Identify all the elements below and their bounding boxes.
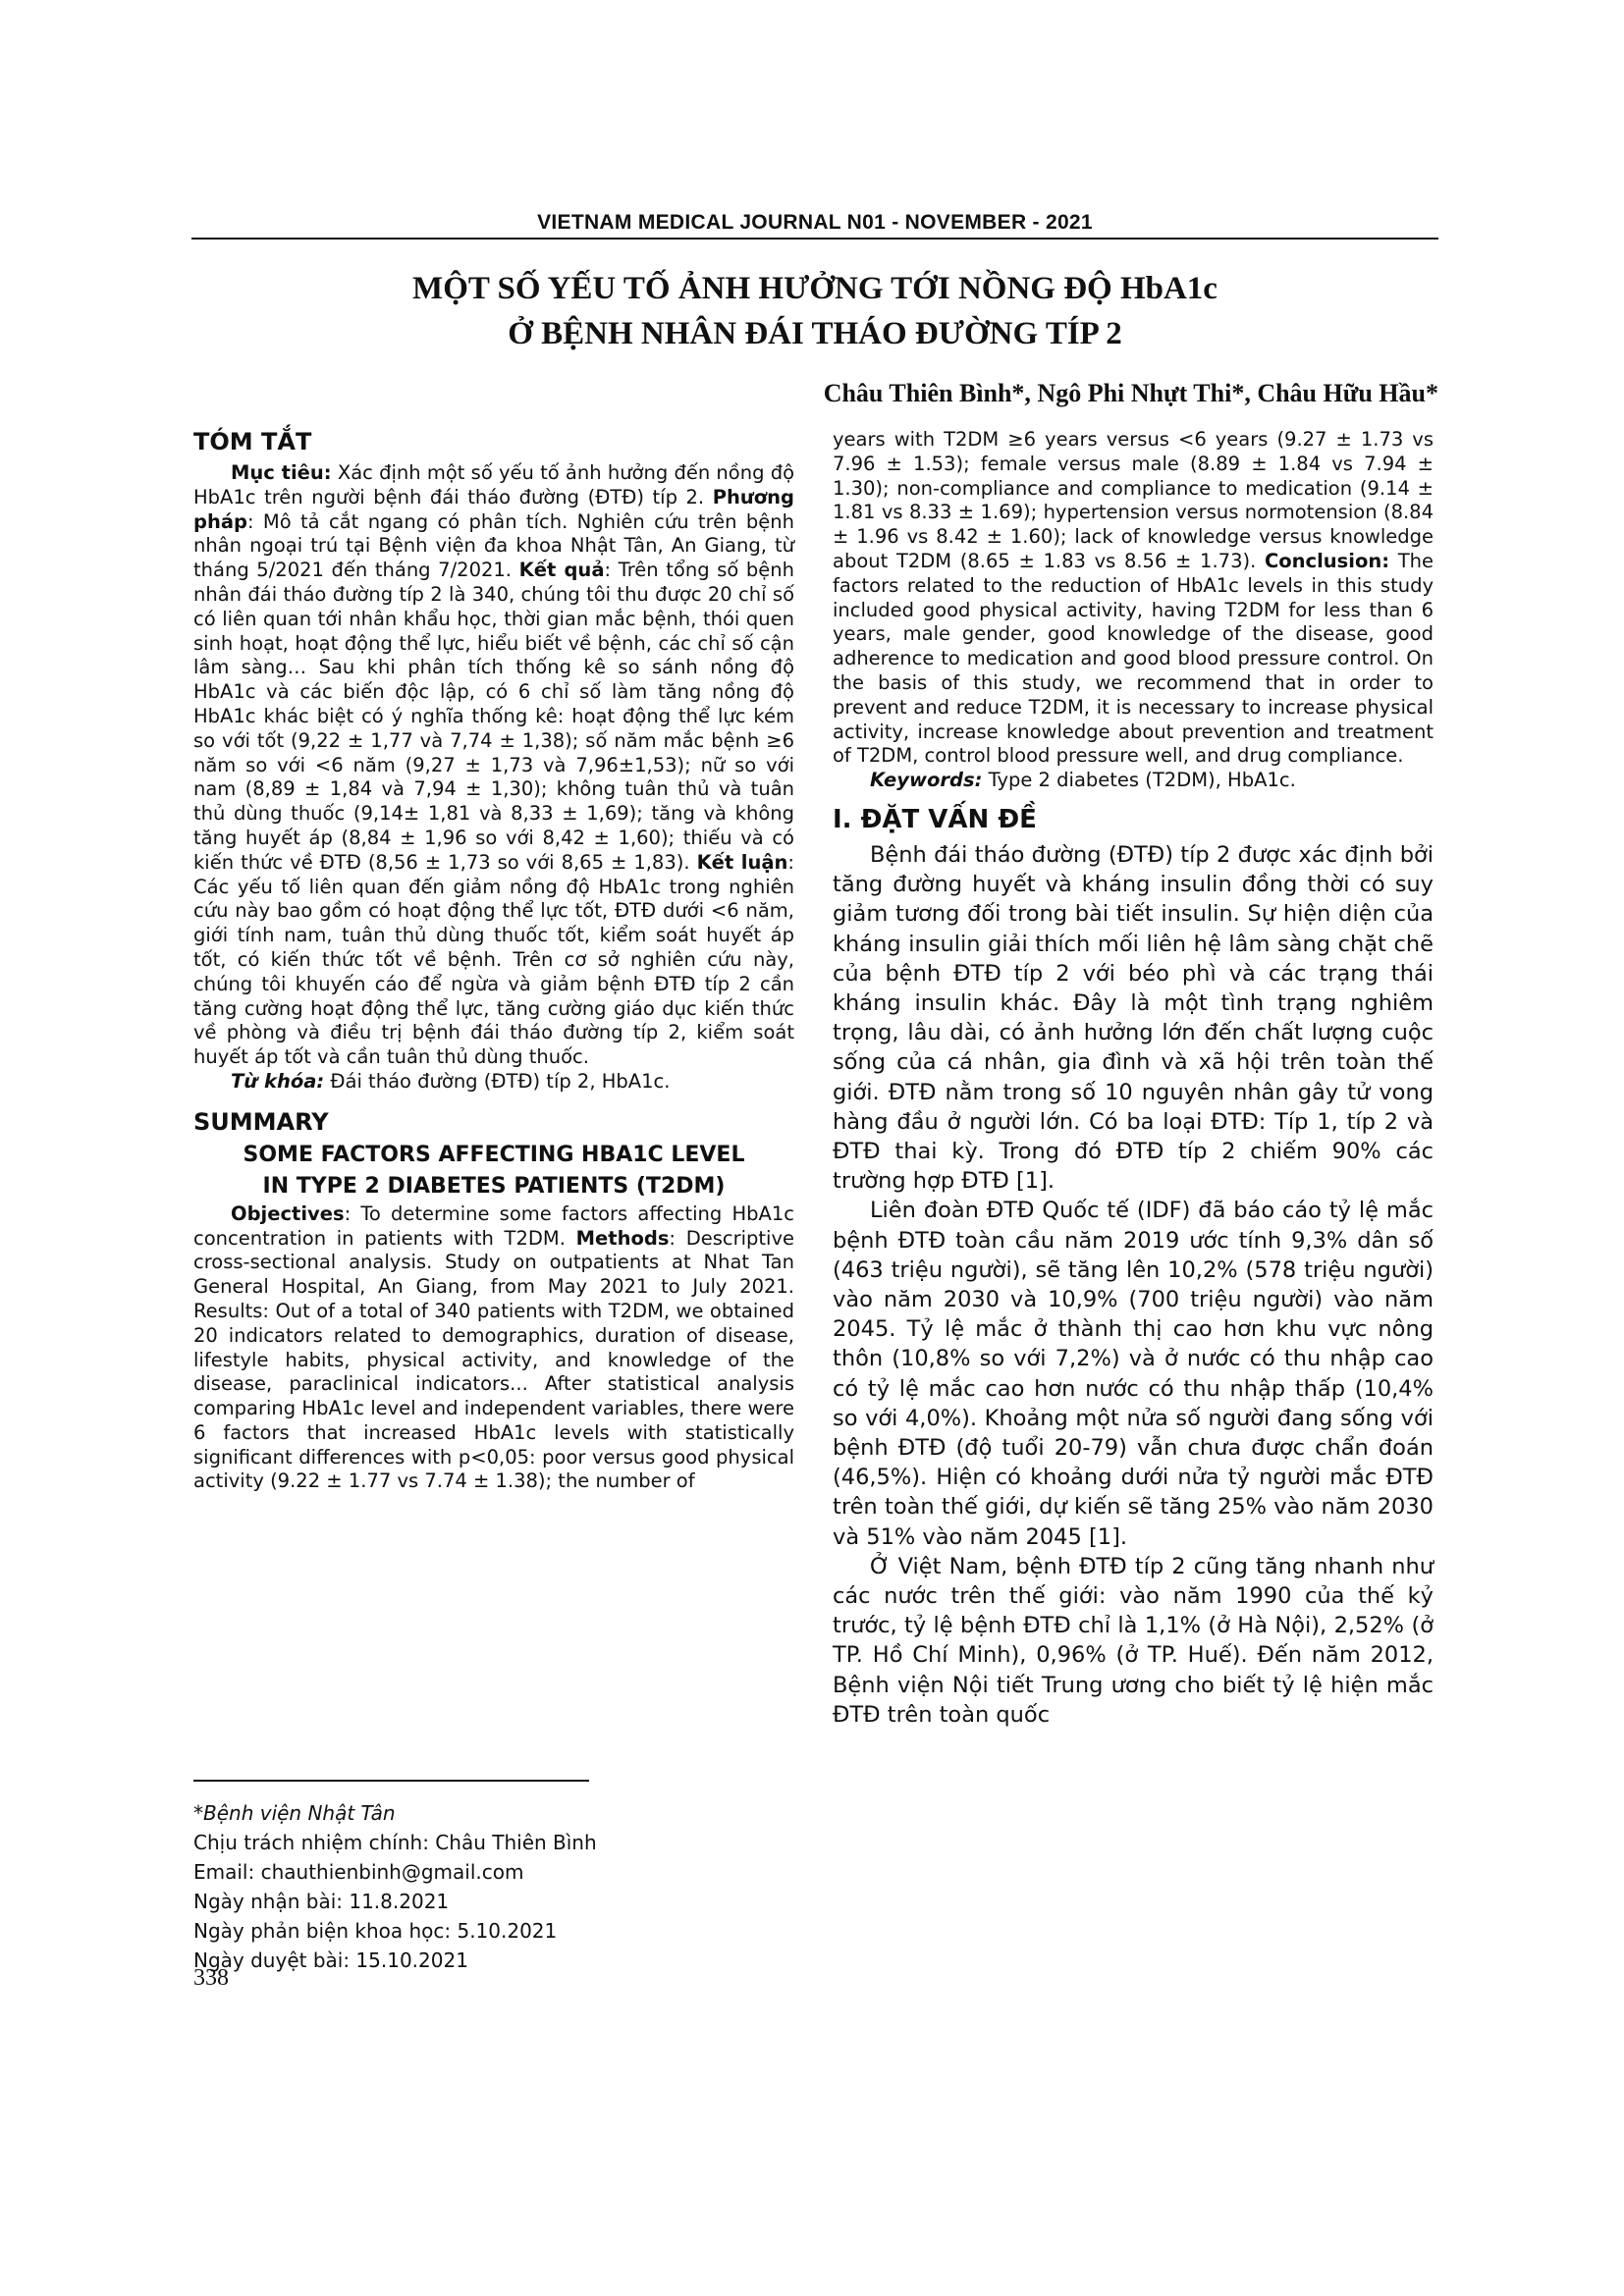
text-ket-qua: : Trên tổng số bệnh nhân đái tháo đường típ 2 là 340, chúng tôi thu được 20 chỉ số có liên quan tới nhân khẩu học, thời gian mắc bệnh, thói quen sinh hoạt, hoạt động thể lực, hiểu biết về bệnh, các chỉ số cận lâm sàng… Sau khi phân tích thống kê so sánh nồng độ HbA1c và các biến độc lập, có 6 chỉ số làm tăng nồng độ HbA1c khác biệt có ý nghĩa thống kê: hoạt động thể lực kém so với tốt (9,22 ± 1,77 và 7,74 ± 1,38); số năm mắc bệnh ≥6 năm so với <6 năm (9,27 ± 1,73 và 7,96±1,53); nữ so với nam (8,89 ± 1,84 và 7,94 ± 1,30); không tuân thủ và tuân thủ dùng thuốc (9,14± 1,81 và 8,33 ± 1,69); tăng và không tăng huyết áp (8,84 ± 1,96 so với 8,42 ± 1,60); thiếu và có kiến thức về ĐTĐ (8,56 ± 1,73 so với 8,65 ± 1,83). <box>193 559 795 874</box>
label-phuong-phap: Phương pháp <box>193 485 794 533</box>
keywords-en <box>833 769 1434 793</box>
article-title-line-1: MỘT SỐ YẾU TỐ ẢNH HƯỞNG TỚI NỒNG ĐỘ HbA1c <box>412 271 1218 306</box>
text-keywords: Type 2 diabetes (T2DM), HbA1c. <box>982 769 1296 792</box>
footnote-rule <box>193 1780 589 1782</box>
label-keywords: Keywords: <box>870 769 983 792</box>
footnote-accepted: Ngày duyệt bài: 15.10.2021 <box>193 1949 468 1972</box>
summary-title-line-2: IN TYPE 2 DIABETES PATIENTS (T2DM) <box>262 1173 726 1199</box>
page-number: 338 <box>193 1965 229 1991</box>
footnotes <box>193 1798 783 1975</box>
intro-paragraph-3: Ở Việt Nam, bệnh ĐTĐ típ 2 cũng tăng nhanh như các nước trên thế giới: vào năm 1990 của thế kỷ trước, tỷ lệ bệnh ĐTĐ chỉ là 1,1% (ở Hà Nội), 2,52% (ở TP. Hồ Chí Minh), 0,96% (ở TP. Huế). Đến năm 2012, Bệnh viện Nội tiết Trung ương cho biết tỷ lệ hiện mắc ĐTĐ trên toàn quốc <box>833 1553 1434 1728</box>
footnote-responsible: Chịu trách nhiệm chính: Châu Thiên Bình <box>193 1831 597 1854</box>
footnote-affiliation: *Bệnh viện Nhật Tân <box>193 1801 396 1825</box>
text-objectives: : To determine some factors affecting HbA1c concentration in patients with T2DM. <box>193 1201 794 1250</box>
footnote-received: Ngày nhận bài: 11.8.2021 <box>193 1890 450 1913</box>
intro-paragraph-1: Bệnh đái tháo đường (ĐTĐ) típ 2 được xác định bởi tăng đường huyết và kháng insulin đồng thời có suy giảm tương đối trong bài tiết insulin. Sự hiện diện của kháng insulin giải thích mối liên hệ lâm sàng chặt chẽ của bệnh ĐTĐ típ 2 với béo phì và các trạng thái kháng insulin khác. Đây là một tình trạng nghiêm trọng, lâu dài, có ảnh hưởng lớn đến chất lượng cuộc sống của cá nhân, gia đình và xã hội trên toàn thế giới. ĐTĐ nằm trong số 10 nguyên nhân gây tử vong hàng đầu ở người lớn. Có ba loại ĐTĐ: Típ 1, típ 2 và ĐTĐ thai kỳ. Trong đó ĐTĐ típ 2 chiếm 90% các trường hợp ĐTĐ [1]. <box>833 841 1434 1195</box>
footnote-reviewed: Ngày phản biện khoa học: 5.10.2021 <box>193 1919 558 1943</box>
intro-paragraph-2: Liên đoàn ĐTĐ Quốc tế (IDF) đã báo cáo tỷ lệ mắc bệnh ĐTĐ toàn cầu năm 2019 ước tính 9,3% dân số (463 triệu người), sẽ tăng lên 10,2% (578 triệu người) vào năm 2030 và 10,9% (700 triệu người) vào năm 2045. Tỷ lệ mắc ở thành thị cao hơn khu vực nông thôn (10,8% so với 7,2%) và ở nước có thu nhập cao có tỷ lệ mắc cao hơn nước có thu nhập thấp (10,4% so với 4,0%). Khoảng một nửa số người đang sống với bệnh ĐTĐ (độ tuổi 20-79) vẫn chưa được chẩn đoán (46,5%). Hiện có khoảng dưới nửa tỷ người mắc ĐTĐ trên toàn thế giới, dự kiến sẽ tăng 25% vào năm 2030 và 51% vào năm 2045 [1]. <box>833 1198 1434 1550</box>
label-ket-qua: Kết quả <box>518 559 605 582</box>
footnote-email: Email: chauthienbinh@gmail.com <box>193 1860 524 1884</box>
section-1-heading: I. ĐẶT VẤN ĐỀ <box>833 804 1037 834</box>
left-column <box>193 428 794 1494</box>
keywords-vi <box>193 1070 794 1095</box>
summary-text-continued <box>833 428 1434 769</box>
author-list: Châu Thiên Bình*, Ngô Phi Nhựt Thi*, Châu Hữu Hầu* <box>823 379 1438 407</box>
text-ket-luan: : Các yếu tố liên quan đến giảm nồng độ HbA1c trong nghiên cứu này bao gồm có hoạt động thể lực tốt, ĐTĐ dưới <6 năm, giới tính nam, tuân thủ dùng thuốc tốt, kiểm soát huyết áp tốt, có kiến thức tốt về bệnh. Trên cơ sở nghiên cứu này, chúng tôi khuyến cáo để ngừa và giảm bệnh ĐTĐ típ 2 cần tăng cường hoạt động thể lực, tăng cường giáo dục kiến thức về phòng và điều trị bệnh đái tháo đường típ 2, kiểm soát huyết áp tốt và cần tuân thủ dùng thuốc. <box>193 850 794 1069</box>
label-ket-luan: Kết luận <box>696 850 788 874</box>
label-methods: Methods <box>575 1226 670 1250</box>
right-column <box>833 428 1434 1730</box>
text-summary-continued: years with T2DM ≥6 years versus <6 years (9.27 ± 1.73 vs 7.96 ± 1.53); female versus male (8.89 ± 1.84 vs 7.94 ± 1.30); non-compliance and compliance to medication (9.14 ± 1.81 vs 8.33 ± 1.69); hypertension versus normotension (8.84 ± 1.96 vs 8.42 ± 1.60); lack of knowledge versus knowledge about T2DM (8.65 ± 1.83 vs 8.56 ± 1.73). <box>833 428 1434 572</box>
abstract-vi-heading: TÓM TẮT <box>193 428 312 455</box>
label-conclusion: Conclusion: <box>1264 549 1390 572</box>
summary-heading: SUMMARY <box>193 1107 329 1136</box>
text-phuong-phap: : Mô tả cắt ngang có phân tích. Nghiên cứu trên bệnh nhân ngoại trú tại Bệnh viện đa khoa Nhật Tân, An Giang, từ tháng 5/2021 đến tháng 7/2021. <box>193 509 794 582</box>
header-rule <box>191 238 1438 240</box>
summary-title-line-1: SOME FACTORS AFFECTING HBA1C LEVEL <box>243 1142 745 1167</box>
text-muc-tieu: Xác định một số yếu tố ảnh hưởng đến nồng độ HbA1c trên người bệnh đái tháo đường (ĐTĐ) típ 2. <box>193 461 795 508</box>
summary-text <box>193 1202 794 1495</box>
label-tu-khoa: Từ khóa: <box>231 1069 325 1093</box>
article-title-line-2: Ở BỆNH NHÂN ĐÁI THÁO ĐƯỜNG TÍP 2 <box>508 316 1122 351</box>
label-objectives: Objectives <box>231 1201 345 1225</box>
text-conclusion: The factors related to the reduction of HbA1c levels in this study included good physical activity, having T2DM for less than 6 years, male gender, good knowledge of the disease, good adherence to medication and good blood pressure control. On the basis of this study, we recommend that in order to prevent and reduce T2DM, it is necessary to increase physical activity, increase knowledge about prevention and treatment of T2DM, control blood pressure well, and drug compliance. <box>833 549 1435 768</box>
text-methods: : Descriptive cross-sectional analysis. Study on outpatients at Nhat Tan General Hospital, An Giang, from May 2021 to July 2021. Results: Out of a total of 340 patients with T2DM, we obtained 20 indicators related to demographics, duration of disease, lifestyle habits, physical activity, and knowledge of the disease, paraclinical indicators... After statistical analysis comparing HbA1c level and independent variables, there were 6 factors that increased HbA1c levels with statistically significant differences with p<0,05: poor versus good physical activity (9.22 ± 1.77 vs 7.74 ± 1.38); the number of <box>193 1226 794 1493</box>
label-muc-tieu: Mục tiêu: <box>231 461 332 484</box>
text-tu-khoa: Đái tháo đường (ĐTĐ) típ 2, HbA1c. <box>324 1069 671 1093</box>
running-header: VIETNAM MEDICAL JOURNAL N01 - NOVEMBER - 2021 <box>537 211 1093 234</box>
abstract-vi-text <box>193 461 794 1070</box>
